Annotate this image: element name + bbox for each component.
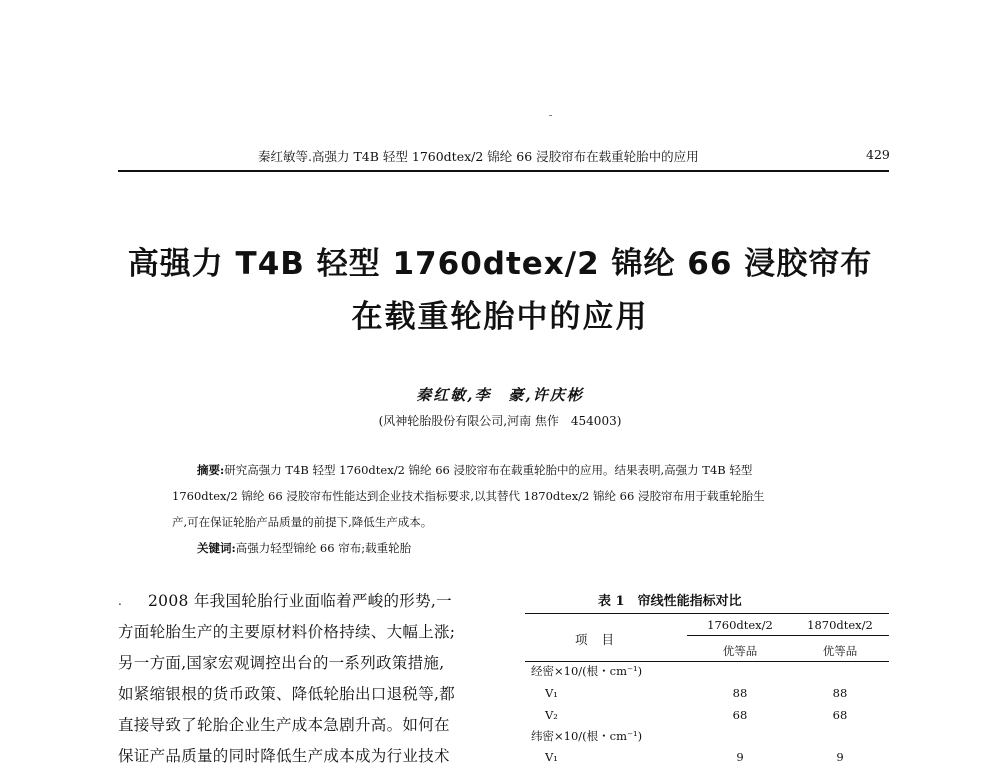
header-rule [118, 170, 889, 172]
paper-title-line-2: 在载重轮胎中的应用 [351, 299, 649, 335]
author-list: 秦红敏,李 豪,许庆彬 [416, 386, 584, 404]
table-caption: 表 1 帘线性能指标对比 [598, 594, 742, 609]
table-cell: 88 [732, 686, 748, 700]
table-row-label: V₂ [545, 708, 558, 722]
body-line-5: 直接导致了轮胎企业生产成本急剧升高。如何在 [118, 716, 450, 734]
abstract-label: 摘要: [197, 463, 225, 477]
keywords-text: 高强力轻型锦纶 66 帘布;载重轮胎 [235, 541, 412, 555]
table-group-warp: 经密×10/(根・cm⁻¹) [531, 664, 643, 678]
affiliation: (风神轮胎股份有限公司,河南 焦作 454003) [378, 414, 622, 428]
abstract-line-3: 产,可在保证轮胎产品质量的前提下,降低生产成本。 [172, 515, 433, 529]
table-header-rule [525, 661, 889, 662]
margin-mark: . [118, 594, 122, 608]
table-row-label: V₁ [545, 686, 558, 700]
table-cell: 88 [832, 686, 848, 700]
table-group-weft: 纬密×10/(根・cm⁻¹) [531, 729, 643, 743]
table-cell: 68 [732, 708, 748, 722]
table-cell: 68 [832, 708, 848, 722]
body-line-2: 方面轮胎生产的主要原材料价格持续、大幅上涨; [118, 623, 456, 641]
table-header-col2-grade: 优等品 [822, 644, 858, 658]
table-header-col1-grade: 优等品 [722, 644, 758, 658]
table-cell: 9 [736, 750, 744, 764]
page-number: 429 [866, 147, 890, 162]
table-header-col2: 1870dtex/2 [807, 618, 873, 632]
table-top-rule [525, 613, 889, 614]
paper-title-line-1: 高强力 T4B 轻型 1760dtex/2 锦纶 66 浸胶帘布 [127, 246, 873, 282]
keywords-label: 关键词: [197, 541, 236, 555]
table-header-subrule [687, 635, 889, 636]
table-header-col1: 1760dtex/2 [707, 618, 773, 632]
body-line-1: 2008 年我国轮胎行业面临着严峻的形势,一 [148, 592, 452, 610]
body-line-3: 另一方面,国家宏观调控出台的一系列政策措施, [118, 654, 445, 672]
table-cell: 9 [836, 750, 844, 764]
abstract-line-1 [197, 462, 752, 478]
body-line-4: 如紧缩银根的货币政策、降低轮胎出口退税等,都 [118, 685, 456, 703]
scan-speck [549, 115, 552, 116]
abstract-line-2: 1760dtex/2 锦纶 66 浸胶帘布性能达到企业技术指标要求,以其替代 1870dtex/2 锦纶 66 浸胶帘布用于载重轮胎生 [172, 489, 765, 503]
running-title: 秦红敏等.高强力 T4B 轻型 1760dtex/2 锦纶 66 浸胶帘布在载重轮胎中的应用 [258, 149, 699, 164]
keywords-line [197, 540, 411, 556]
body-line-6: 保证产品质量的同时降低生产成本成为行业技术 [118, 747, 450, 765]
table-row-label: V₁ [545, 750, 558, 764]
table-header-item: 项目 [575, 632, 629, 647]
abstract-text-1: 研究高强力 T4B 轻型 1760dtex/2 锦纶 66 浸胶帘布在载重轮胎中的应用。结果表明,高强力 T4B 轻型 [224, 463, 753, 477]
